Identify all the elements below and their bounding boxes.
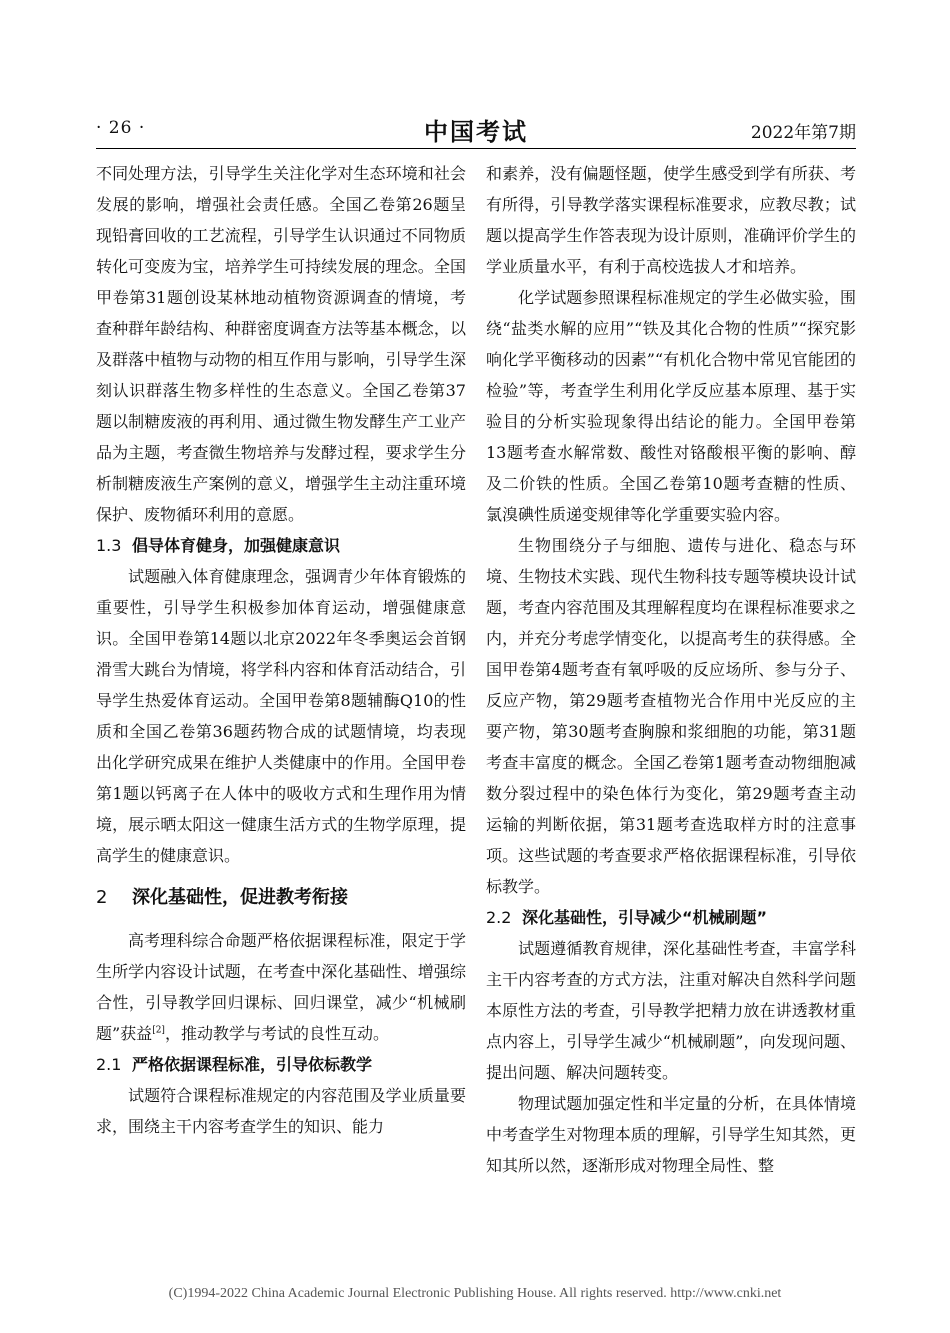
paragraph: 生物围绕分子与细胞、遗传与进化、稳态与环境、生物技术实践、现代生物科技专题等模块设计试题，考查内容范围及其理解程度均在课程标准要求之内，并充分考虑学情变化，以提高考生的获得感。全国甲卷第4题考查有氧呼吸的反应场所、参与分子、反应产物，第29题考查植物光合作用中光反应的主要产物，第30题考查胸腺和浆细胞的功能，第31题考查丰富度的概念。全国乙卷第1题考查动物细胞减数分裂过程中的染色体行为变化，第29题考查主动运输的判断依据，第31题考查选取样方时的注意事项。这些试题的考查要求严格依据课程标准，引导依标教学。 — [486, 536, 856, 896]
paragraph: 不同处理方法，引导学生关注化学对生态环境和社会发展的影响，增强社会责任感。全国乙卷第26题呈现铅膏回收的工艺流程，引导学生认识通过不同物质转化可变废为宝，培养学生可持续发展的理念。全国甲卷第31题创设某林地动植物资源调查的情境，考查种群年龄结构、种群密度调查方法等基本概念，以及群落中植物与动物的相互作用与影响，引导学生深刻认识群落生物多样性的生态意义。全国乙卷第37题以制糖废液的再利用、通过微生物发酵生产工业产品为主题，考查微生物培养与发酵过程，要求学生分析制糖废液生产案例的意义，增强学生主动注重环境保护、废物循环利用的意愿。 — [96, 164, 466, 524]
section-number: 2 — [96, 887, 108, 908]
right-column — [486, 158, 856, 1181]
citation-ref: [2] — [152, 1025, 165, 1036]
paragraph: 和素养，没有偏题怪题，使学生感受到学有所获、考有所得，引导教学落实课程标准要求，应教尽教；试题以提高学生作答表现为设计原则，准确评价学生的学业质量水平，有利于高校选拔人才和培养。 — [486, 164, 856, 276]
section-heading-1-3 — [96, 530, 466, 561]
copyright-footer: (C)1994-2022 China Academic Journal Electronic Publishing House. All rights reserved. http://www.cnki.net — [168, 1286, 782, 1301]
journal-title: 中国考试 — [424, 117, 528, 146]
paragraph-text: ，推动教学与考试的良性互动。 — [164, 1024, 389, 1043]
section-title: 深化基础性，促进教考衔接 — [132, 887, 348, 908]
paragraph: 化学试题参照课程标准规定的学生必做实验，围绕“盐类水解的应用”“铁及其化合物的性质”“探究影响化学平衡移动的因素”“有机化合物中常见官能团的检验”等，考查学生利用化学反应基本原理、基于实验目的分析实验现象得出结论的能力。全国甲卷第13题考查水解常数、酸性对铬酸根平衡的影响、醇及二价铁的性质。全国乙卷第10题考查糖的性质、氯溴碘性质递变规律等化学重要实验内容。 — [486, 288, 856, 524]
section-number: 1.3 — [96, 536, 122, 555]
section-number: 2.1 — [96, 1055, 122, 1074]
page-number: · 26 · — [96, 118, 146, 138]
section-heading-2-2 — [486, 902, 856, 933]
section-title: 倡导体育健身，加强健康意识 — [132, 536, 341, 555]
paragraph: 物理试题加强定性和半定量的分析，在具体情境中考查学生对物理本质的理解，引导学生知其然，更知其所以然，逐渐形成对物理全局性、整 — [486, 1094, 856, 1175]
section-heading-2-1 — [96, 1049, 466, 1080]
section-title: 严格依据课程标准，引导依标教学 — [132, 1055, 373, 1074]
issue-label: 2022年第7期 — [750, 123, 856, 143]
paragraph: 试题遵循教育规律，深化基础性考查，丰富学科主干内容考查的方式方法，注重对解决自然科学问题本原性方法的考查，引导教学把精力放在讲透教材重点内容上，引导学生减少“机械刷题”，向发现问题、提出问题、解决问题转变。 — [486, 939, 856, 1082]
section-number: 2.2 — [486, 908, 512, 927]
page-header — [96, 112, 856, 146]
paragraph-text: 高考理科综合命题严格依据课程标准，限定于学生所学内容设计试题，在考查中深化基础性、增强综合性，引导教学回归课标、回归课堂，减少“机械刷题”获益 — [96, 931, 466, 1043]
section-title: 深化基础性，引导减少“机械刷题” — [522, 908, 768, 927]
left-column — [96, 158, 466, 1142]
paragraph: 试题融入体育健康理念，强调青少年体育锻炼的重要性，引导学生积极参加体育运动，增强健康意识。全国甲卷第14题以北京2022年冬季奥运会首钢滑雪大跳台为情境，将学科内容和体育活动结合，引导学生热爱体育运动。全国甲卷第8题辅酶Q10的性质和全国乙卷第36题药物合成的试题情境，均表现出化学研究成果在维护人类健康中的作用。全国甲卷第1题以钙离子在人体中的吸收方式和生理作用为情境，展示晒太阳这一健康生活方式的生物学原理，提高学生的健康意识。 — [96, 567, 466, 865]
header-rule — [96, 148, 856, 149]
paragraph: 试题符合课程标准规定的内容范围及学业质量要求，围绕主干内容考查学生的知识、能力 — [96, 1086, 466, 1136]
section-heading-2 — [96, 883, 466, 913]
paragraph — [96, 925, 466, 1049]
